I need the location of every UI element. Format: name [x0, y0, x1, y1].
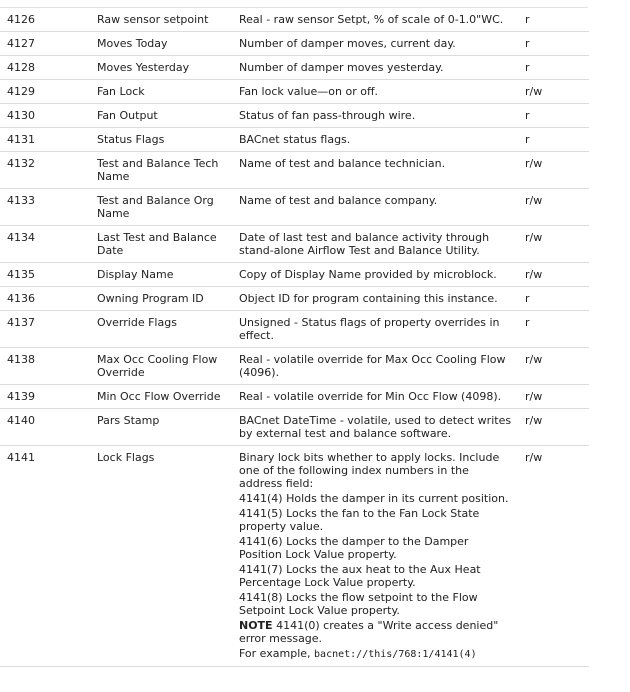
property-access: r/w	[517, 80, 589, 104]
lock-flag-item: 4141(7) Locks the aux heat to the Aux Heat Percentage Lock Value property.	[239, 563, 481, 589]
property-access: r	[517, 8, 589, 32]
table-row	[0, 80, 589, 104]
property-description: Object ID for program containing this instance.	[239, 287, 517, 311]
property-description: Number of damper moves, current day.	[239, 32, 517, 56]
property-access: r/w	[517, 152, 589, 189]
property-access: r	[517, 32, 589, 56]
property-name: Override Flags	[97, 311, 239, 348]
table-row-lock-flags	[0, 446, 589, 667]
property-description: Number of damper moves yesterday.	[239, 56, 517, 80]
property-description	[239, 446, 517, 667]
example-line	[239, 647, 513, 661]
lock-flag-item: 4141(6) Locks the damper to the Damper Position Lock Value property.	[239, 535, 469, 561]
table-row	[0, 128, 589, 152]
property-name: Moves Today	[97, 32, 239, 56]
property-name: Pars Stamp	[97, 409, 239, 446]
property-id: 4141	[0, 446, 97, 667]
property-description: BACnet DateTime - volatile, used to detect writes by external test and balance software.	[239, 409, 517, 446]
property-description: Fan lock value—on or off.	[239, 80, 517, 104]
property-access: r	[517, 128, 589, 152]
table-row	[0, 287, 589, 311]
property-access: r/w	[517, 226, 589, 263]
property-name: Fan Lock	[97, 80, 239, 104]
property-access: r/w	[517, 263, 589, 287]
property-name: Min Occ Flow Override	[97, 385, 239, 409]
property-access: r	[517, 311, 589, 348]
table-row	[0, 385, 589, 409]
property-access: r/w	[517, 385, 589, 409]
properties-table	[0, 8, 589, 667]
property-access: r	[517, 104, 589, 128]
lock-flags-intro: Binary lock bits whether to apply locks. Include one of the following index numbers in the address field:	[239, 451, 500, 490]
property-name: Display Name	[97, 263, 239, 287]
property-id: 4128	[0, 56, 97, 80]
property-id: 4126	[0, 8, 97, 32]
property-name: Last Test and Balance Date	[97, 226, 239, 263]
table-row	[0, 189, 589, 226]
property-access: r	[517, 56, 589, 80]
note-label: NOTE	[239, 619, 273, 632]
property-id: 4139	[0, 385, 97, 409]
property-access: r/w	[517, 189, 589, 226]
property-description: Date of last test and balance activity through stand-alone Airflow Test and Balance Utility.	[239, 226, 517, 263]
property-id: 4135	[0, 263, 97, 287]
property-id: 4132	[0, 152, 97, 189]
property-description: BACnet status flags.	[239, 128, 517, 152]
property-name: Moves Yesterday	[97, 56, 239, 80]
table-row	[0, 56, 589, 80]
property-name: Owning Program ID	[97, 287, 239, 311]
property-name: Max Occ Cooling Flow Override	[97, 348, 239, 385]
property-id: 4130	[0, 104, 97, 128]
properties-table-body	[0, 8, 589, 667]
property-name: Lock Flags	[97, 446, 239, 667]
table-row	[0, 226, 589, 263]
property-description: Copy of Display Name provided by microblock.	[239, 263, 517, 287]
property-access: r/w	[517, 409, 589, 446]
table-row	[0, 104, 589, 128]
example-code: bacnet://this/768:1/4141(4)	[314, 649, 477, 660]
property-id: 4129	[0, 80, 97, 104]
property-description: Name of test and balance technician.	[239, 152, 517, 189]
property-id: 4133	[0, 189, 97, 226]
lock-flag-item: 4141(4) Holds the damper in its current position.	[239, 492, 509, 505]
table-row	[0, 409, 589, 446]
example-prefix: For example,	[239, 647, 311, 660]
note-paragraph	[239, 619, 513, 645]
property-id: 4137	[0, 311, 97, 348]
property-name: Raw sensor setpoint	[97, 8, 239, 32]
property-name: Fan Output	[97, 104, 239, 128]
property-name: Test and Balance Org Name	[97, 189, 239, 226]
property-id: 4134	[0, 226, 97, 263]
property-access: r	[517, 287, 589, 311]
property-id: 4131	[0, 128, 97, 152]
table-row	[0, 263, 589, 287]
previous-row-fragment	[0, 0, 588, 8]
table-row	[0, 152, 589, 189]
property-name: Test and Balance Tech Name	[97, 152, 239, 189]
lock-flag-item: 4141(8) Locks the flow setpoint to the Flow Setpoint Lock Value property.	[239, 591, 478, 617]
property-description: Real - raw sensor Setpt, % of scale of 0-1.0"WC.	[239, 8, 517, 32]
table-row	[0, 311, 589, 348]
property-description: Unsigned - Status flags of property overrides in effect.	[239, 311, 517, 348]
property-id: 4127	[0, 32, 97, 56]
property-id: 4138	[0, 348, 97, 385]
property-access: r/w	[517, 446, 589, 667]
property-description: Real - volatile override for Min Occ Flow (4098).	[239, 385, 517, 409]
property-description: Real - volatile override for Max Occ Cooling Flow (4096).	[239, 348, 517, 385]
lock-flag-item: 4141(5) Locks the fan to the Fan Lock State property value.	[239, 507, 480, 533]
property-name: Status Flags	[97, 128, 239, 152]
property-id: 4136	[0, 287, 97, 311]
note-text: 4141(0) creates a "Write access denied" error message.	[239, 619, 499, 645]
table-row	[0, 32, 589, 56]
property-access: r/w	[517, 348, 589, 385]
table-row	[0, 8, 589, 32]
property-description: Status of fan pass-through wire.	[239, 104, 517, 128]
property-description: Name of test and balance company.	[239, 189, 517, 226]
property-id: 4140	[0, 409, 97, 446]
table-row	[0, 348, 589, 385]
